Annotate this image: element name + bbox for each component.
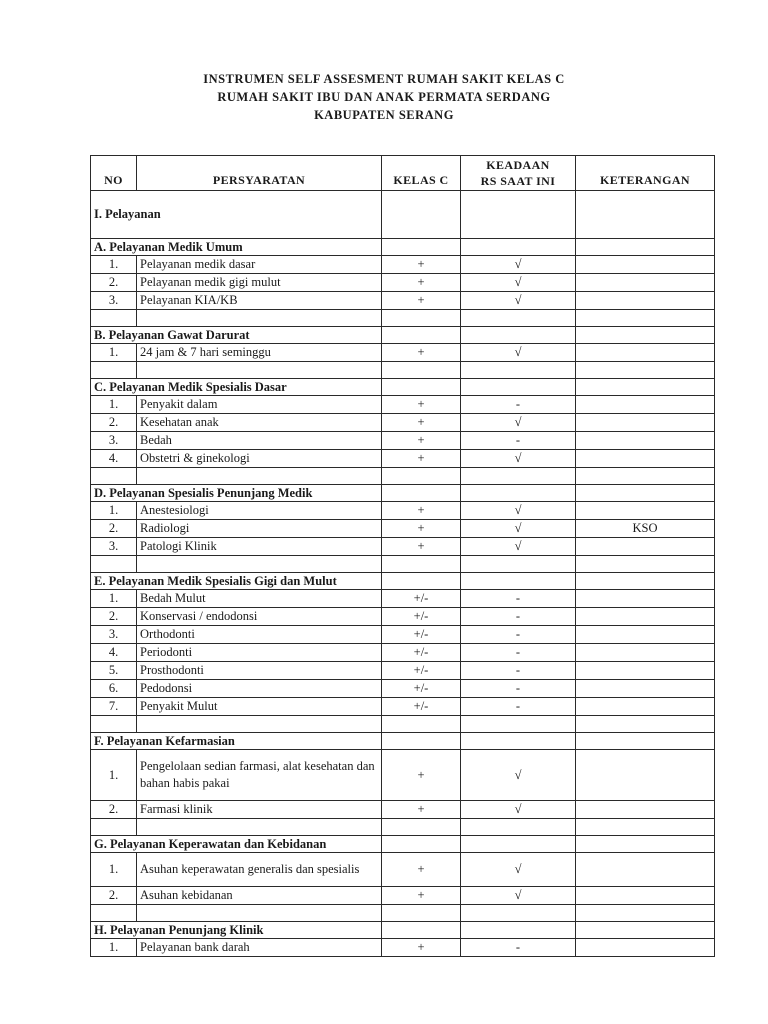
- row-kelas-c: +: [382, 750, 461, 801]
- row-keterangan: [576, 939, 715, 957]
- section-title: G. Pelayanan Keperawatan dan Kebidanan: [91, 836, 382, 853]
- section-title: H. Pelayanan Penunjang Klinik: [91, 922, 382, 939]
- empty-cell: [91, 716, 137, 733]
- empty-cell: [382, 468, 461, 485]
- row-number: 2.: [91, 520, 137, 538]
- row-number: 1.: [91, 396, 137, 414]
- row-number: 2.: [91, 887, 137, 905]
- empty-cell: [461, 733, 576, 750]
- table-row: [91, 396, 715, 414]
- empty-cell: [382, 819, 461, 836]
- empty-cell: [461, 327, 576, 344]
- assessment-table: [90, 155, 715, 957]
- row-number: 7.: [91, 698, 137, 716]
- empty-cell: [576, 362, 715, 379]
- row-requirement: Radiologi: [137, 520, 382, 538]
- row-keadaan: √: [461, 801, 576, 819]
- row-kelas-c: +: [382, 274, 461, 292]
- row-keadaan: √: [461, 274, 576, 292]
- header-kelas-c: KELAS C: [382, 156, 461, 191]
- empty-cell: [137, 819, 382, 836]
- row-keterangan: [576, 801, 715, 819]
- empty-cell: [91, 468, 137, 485]
- row-requirement: Pelayanan bank darah: [137, 939, 382, 957]
- empty-cell: [137, 556, 382, 573]
- empty-cell: [91, 556, 137, 573]
- row-keadaan: -: [461, 939, 576, 957]
- row-keterangan: [576, 344, 715, 362]
- empty-cell: [382, 327, 461, 344]
- row-keadaan: √: [461, 414, 576, 432]
- row-kelas-c: +: [382, 256, 461, 274]
- table-row: [91, 502, 715, 520]
- row-kelas-c: +/-: [382, 698, 461, 716]
- root-section-row: [91, 191, 715, 239]
- table-row: [91, 887, 715, 905]
- row-number: 1.: [91, 344, 137, 362]
- row-number: 3.: [91, 292, 137, 310]
- row-requirement: Bedah: [137, 432, 382, 450]
- empty-cell: [382, 733, 461, 750]
- row-keadaan: √: [461, 502, 576, 520]
- empty-cell: [461, 362, 576, 379]
- row-keadaan: -: [461, 644, 576, 662]
- row-requirement: Obstetri & ginekologi: [137, 450, 382, 468]
- spacer-row: [91, 362, 715, 379]
- section-heading-row: [91, 379, 715, 396]
- empty-cell: [91, 310, 137, 327]
- table-row: [91, 414, 715, 432]
- row-kelas-c: +: [382, 939, 461, 957]
- row-kelas-c: +/-: [382, 680, 461, 698]
- table-row: [91, 680, 715, 698]
- row-number: 4.: [91, 644, 137, 662]
- row-kelas-c: +: [382, 853, 461, 887]
- document-title-line-2: RUMAH SAKIT IBU DAN ANAK PERMATA SERDANG: [217, 90, 551, 104]
- spacer-row: [91, 310, 715, 327]
- empty-cell: [461, 239, 576, 256]
- row-requirement: Farmasi klinik: [137, 801, 382, 819]
- empty-cell: [576, 327, 715, 344]
- row-keterangan: [576, 274, 715, 292]
- section-title: F. Pelayanan Kefarmasian: [91, 733, 382, 750]
- row-requirement: Kesehatan anak: [137, 414, 382, 432]
- document-title-line-3: KABUPATEN SERANG: [314, 108, 454, 122]
- table-row: [91, 698, 715, 716]
- row-requirement: Asuhan kebidanan: [137, 887, 382, 905]
- empty-cell: [576, 905, 715, 922]
- empty-cell: [461, 905, 576, 922]
- section-heading-row: [91, 733, 715, 750]
- row-keterangan: [576, 414, 715, 432]
- empty-cell: [461, 556, 576, 573]
- row-number: 2.: [91, 274, 137, 292]
- empty-cell: [91, 362, 137, 379]
- row-requirement: Bedah Mulut: [137, 590, 382, 608]
- row-keadaan: -: [461, 432, 576, 450]
- table-row: [91, 520, 715, 538]
- empty-cell: [576, 836, 715, 853]
- row-kelas-c: +/-: [382, 590, 461, 608]
- row-keadaan: -: [461, 626, 576, 644]
- row-keterangan: [576, 432, 715, 450]
- table-row: [91, 274, 715, 292]
- row-requirement: Periodonti: [137, 644, 382, 662]
- empty-cell: [382, 310, 461, 327]
- table-row: [91, 644, 715, 662]
- empty-cell: [382, 836, 461, 853]
- row-keadaan: √: [461, 538, 576, 556]
- row-kelas-c: +: [382, 292, 461, 310]
- row-kelas-c: +: [382, 887, 461, 905]
- table-row: [91, 590, 715, 608]
- spacer-row: [91, 556, 715, 573]
- row-keadaan: -: [461, 608, 576, 626]
- table-row: [91, 939, 715, 957]
- row-keadaan: -: [461, 590, 576, 608]
- header-keadaan-line2: RS SAAT INI: [480, 174, 556, 188]
- table-row: [91, 344, 715, 362]
- empty-cell: [576, 716, 715, 733]
- root-section-label: I. Pelayanan: [91, 191, 382, 239]
- row-keterangan: [576, 538, 715, 556]
- row-kelas-c: +: [382, 344, 461, 362]
- row-keadaan: -: [461, 698, 576, 716]
- row-keadaan: -: [461, 662, 576, 680]
- empty-cell: [576, 485, 715, 502]
- header-persyaratan: PERSYARATAN: [137, 156, 382, 191]
- spacer-row: [91, 905, 715, 922]
- row-number: 3.: [91, 626, 137, 644]
- row-requirement: Pelayanan medik dasar: [137, 256, 382, 274]
- table-row: [91, 750, 715, 801]
- empty-cell: [576, 468, 715, 485]
- spacer-row: [91, 819, 715, 836]
- row-number: 1.: [91, 853, 137, 887]
- row-requirement: 24 jam & 7 hari seminggu: [137, 344, 382, 362]
- empty-cell: [137, 310, 382, 327]
- empty-cell: [576, 310, 715, 327]
- section-heading-row: [91, 485, 715, 502]
- row-keterangan: [576, 750, 715, 801]
- row-keterangan: KSO: [576, 520, 715, 538]
- empty-cell: [576, 922, 715, 939]
- table-row: [91, 538, 715, 556]
- table-row: [91, 256, 715, 274]
- empty-cell: [461, 468, 576, 485]
- row-requirement: Pengelolaan sedian farmasi, alat kesehatan dan bahan habis pakai: [137, 750, 382, 801]
- spacer-row: [91, 716, 715, 733]
- row-kelas-c: +/-: [382, 662, 461, 680]
- section-heading-row: [91, 573, 715, 590]
- row-keterangan: [576, 662, 715, 680]
- section-title: A. Pelayanan Medik Umum: [91, 239, 382, 256]
- table-row: [91, 608, 715, 626]
- row-number: 1.: [91, 939, 137, 957]
- row-keterangan: [576, 698, 715, 716]
- row-requirement: Prosthodonti: [137, 662, 382, 680]
- row-keterangan: [576, 590, 715, 608]
- row-number: 2.: [91, 414, 137, 432]
- row-kelas-c: +: [382, 396, 461, 414]
- row-requirement: Asuhan keperawatan generalis dan spesialis: [137, 853, 382, 887]
- empty-cell: [382, 716, 461, 733]
- row-keterangan: [576, 256, 715, 274]
- empty-cell: [461, 716, 576, 733]
- row-requirement: Penyakit Mulut: [137, 698, 382, 716]
- empty-cell: [576, 556, 715, 573]
- row-requirement: Orthodonti: [137, 626, 382, 644]
- row-number: 2.: [91, 608, 137, 626]
- table-row: [91, 432, 715, 450]
- spacer-row: [91, 468, 715, 485]
- empty-cell: [137, 468, 382, 485]
- empty-cell: [461, 836, 576, 853]
- row-keterangan: [576, 680, 715, 698]
- row-kelas-c: +: [382, 801, 461, 819]
- row-keterangan: [576, 853, 715, 887]
- row-kelas-c: +: [382, 502, 461, 520]
- row-requirement: Pelayanan medik gigi mulut: [137, 274, 382, 292]
- empty-cell: [461, 819, 576, 836]
- header-keadaan: [461, 156, 576, 191]
- row-number: 1.: [91, 750, 137, 801]
- empty-cell: [382, 362, 461, 379]
- row-number: 1.: [91, 502, 137, 520]
- row-number: 6.: [91, 680, 137, 698]
- empty-cell: [461, 573, 576, 590]
- row-keterangan: [576, 644, 715, 662]
- empty-cell: [382, 905, 461, 922]
- row-keadaan: √: [461, 344, 576, 362]
- section-title: C. Pelayanan Medik Spesialis Dasar: [91, 379, 382, 396]
- section-heading-row: [91, 327, 715, 344]
- row-kelas-c: +/-: [382, 626, 461, 644]
- row-keterangan: [576, 292, 715, 310]
- empty-cell: [576, 733, 715, 750]
- empty-cell: [137, 905, 382, 922]
- row-number: 2.: [91, 801, 137, 819]
- row-number: 3.: [91, 432, 137, 450]
- row-kelas-c: +/-: [382, 608, 461, 626]
- row-requirement: Anestesiologi: [137, 502, 382, 520]
- empty-cell: [382, 379, 461, 396]
- row-kelas-c: +: [382, 538, 461, 556]
- section-heading-row: [91, 239, 715, 256]
- empty-cell: [461, 485, 576, 502]
- section-heading-row: [91, 922, 715, 939]
- empty-cell: [576, 239, 715, 256]
- row-requirement: Pelayanan KIA/KB: [137, 292, 382, 310]
- empty-cell: [461, 310, 576, 327]
- row-keadaan: √: [461, 256, 576, 274]
- row-requirement: Pedodonsi: [137, 680, 382, 698]
- section-title: E. Pelayanan Medik Spesialis Gigi dan Mulut: [91, 573, 382, 590]
- empty-cell: [382, 922, 461, 939]
- row-keadaan: √: [461, 520, 576, 538]
- empty-cell: [382, 556, 461, 573]
- empty-cell: [461, 379, 576, 396]
- row-keterangan: [576, 396, 715, 414]
- row-keterangan: [576, 450, 715, 468]
- empty-cell: [382, 573, 461, 590]
- row-number: 1.: [91, 256, 137, 274]
- table-header-row: [91, 156, 715, 191]
- row-keadaan: √: [461, 887, 576, 905]
- row-requirement: Penyakit dalam: [137, 396, 382, 414]
- row-kelas-c: +: [382, 520, 461, 538]
- row-requirement: Patologi Klinik: [137, 538, 382, 556]
- row-kelas-c: +: [382, 450, 461, 468]
- row-keterangan: [576, 502, 715, 520]
- section-title: B. Pelayanan Gawat Darurat: [91, 327, 382, 344]
- row-keterangan: [576, 608, 715, 626]
- row-keadaan: -: [461, 396, 576, 414]
- row-number: 3.: [91, 538, 137, 556]
- table-row: [91, 853, 715, 887]
- empty-cell: [576, 379, 715, 396]
- table-row: [91, 626, 715, 644]
- row-kelas-c: +/-: [382, 644, 461, 662]
- row-keterangan: [576, 626, 715, 644]
- empty-cell: [137, 362, 382, 379]
- table-row: [91, 450, 715, 468]
- header-keadaan-line1: KEADAAN: [486, 158, 550, 172]
- section-heading-row: [91, 836, 715, 853]
- table-row: [91, 801, 715, 819]
- empty-cell: [576, 819, 715, 836]
- row-keadaan: -: [461, 680, 576, 698]
- table-row: [91, 662, 715, 680]
- row-keterangan: [576, 887, 715, 905]
- row-number: 1.: [91, 590, 137, 608]
- row-number: 5.: [91, 662, 137, 680]
- empty-cell: [382, 485, 461, 502]
- row-kelas-c: +: [382, 414, 461, 432]
- empty-cell: [576, 573, 715, 590]
- empty-cell: [91, 905, 137, 922]
- row-keadaan: √: [461, 853, 576, 887]
- empty-cell: [91, 819, 137, 836]
- document-title-line-1: INSTRUMEN SELF ASSESMENT RUMAH SAKIT KELAS C: [203, 72, 565, 86]
- row-requirement: Konservasi / endodonsi: [137, 608, 382, 626]
- header-no: NO: [91, 156, 137, 191]
- header-keterangan: KETERANGAN: [576, 156, 715, 191]
- row-keadaan: √: [461, 750, 576, 801]
- row-number: 4.: [91, 450, 137, 468]
- row-keadaan: √: [461, 450, 576, 468]
- empty-cell: [137, 716, 382, 733]
- empty-cell: [461, 922, 576, 939]
- row-keadaan: √: [461, 292, 576, 310]
- row-kelas-c: +: [382, 432, 461, 450]
- empty-cell: [382, 239, 461, 256]
- section-title: D. Pelayanan Spesialis Penunjang Medik: [91, 485, 382, 502]
- table-row: [91, 292, 715, 310]
